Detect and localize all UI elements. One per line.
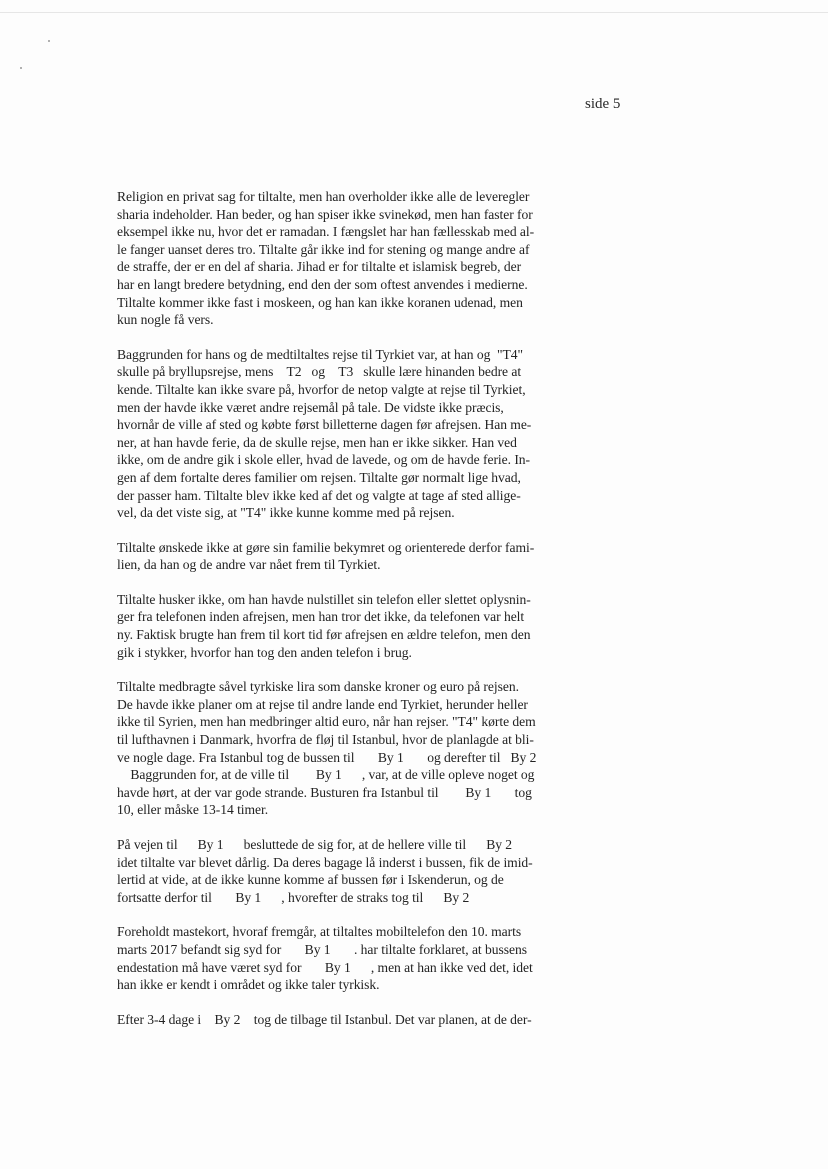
- text-line: ger fra telefonen inden afrejsen, men han tror det ikke, da telefonen var helt: [117, 609, 525, 625]
- text-line: ikke til Syrien, men han medbringer altid euro, når han rejser. "T4" kørte dem: [117, 714, 536, 730]
- text-line: lertid at vide, at de ikke kunne komme af bussen før i Iskenderun, og de: [117, 872, 504, 888]
- paragraph: [117, 923, 597, 993]
- text-line: De havde ikke planer om at rejse til andre lande end Tyrkiet, herunder heller: [117, 696, 528, 712]
- scan-speck: [48, 40, 50, 42]
- text-line: Tiltalte ønskede ikke at gøre sin familie bekymret og orienterede derfor fami-: [117, 539, 535, 555]
- text-line: Baggrunden for hans og de medtiltaltes rejse til Tyrkiet var, at han og "T4": [117, 346, 524, 362]
- text-line: men der havde ikke været andre rejsemål på tale. De vidste ikke præcis,: [117, 399, 504, 415]
- text-line: gik i stykker, hvorfor han tog den anden telefon i brug.: [117, 644, 412, 660]
- text-line: de straffe, der er en del af sharia. Jihad er for tiltalte et islamisk begreb, der: [117, 259, 522, 275]
- text-line: Foreholdt mastekort, hvoraf fremgår, at tiltaltes mobiltelefon den 10. marts: [117, 924, 522, 940]
- text-line: 10, eller måske 13-14 timer.: [117, 802, 269, 818]
- paragraph: [117, 1011, 597, 1029]
- text-line: Baggrunden for, at de ville til By 1 , var, at de ville opleve noget og: [117, 767, 535, 783]
- text-line: vel, da det viste sig, at "T4" ikke kunne komme med på rejsen.: [117, 505, 455, 521]
- paragraph: [117, 346, 597, 522]
- paragraph: [117, 539, 597, 574]
- paragraph: [117, 678, 597, 819]
- text-line: Tiltalte husker ikke, om han havde nulstillet sin telefon eller slettet oplysnin-: [117, 591, 531, 607]
- text-line: han ikke er kendt i området og ikke taler tyrkisk.: [117, 977, 380, 993]
- scan-speck: [20, 67, 22, 69]
- paragraph: [117, 591, 597, 661]
- text-line: ny. Faktisk brugte han frem til kort tid før afrejsen en ældre telefon, men den: [117, 627, 531, 643]
- text-line: fortsatte derfor til By 1 , hvorefter de straks tog til By 2: [117, 889, 470, 905]
- text-line: hvornår de ville af sted og købte først billetterne dagen før afrejsen. Han me-: [117, 417, 532, 433]
- paragraph: [117, 836, 597, 906]
- text-line: kende. Tiltalte kan ikke svare på, hvorfor de netop valgte at rejse til Tyrkiet,: [117, 381, 526, 397]
- text-line: der passer ham. Tiltalte blev ikke ked af det og valgte at tage af sted allige-: [117, 487, 521, 503]
- text-line: ikke, om de andre gik i skole eller, hvad de lavede, og om de havde ferie. In-: [117, 452, 531, 468]
- text-line: le fanger uanset deres tro. Tiltalte går ikke ind for stening og mange andre af: [117, 241, 530, 257]
- text-line: kun nogle få vers.: [117, 312, 214, 328]
- text-line: til lufthavnen i Danmark, hvorfra de fløj til Istanbul, hvor de planlagde at bli-: [117, 732, 534, 748]
- text-line: Efter 3-4 dage i By 2 tog de tilbage til Istanbul. Det var planen, at de der-: [117, 1011, 532, 1027]
- text-line: Tiltalte kommer ikke fast i moskeen, og han kan ikke koranen udenad, men: [117, 294, 523, 310]
- text-line: lien, da han og de andre var nået frem til Tyrkiet.: [117, 557, 381, 573]
- text-line: ner, at han havde ferie, da de skulle rejse, men han er ikke sikker. Han ved: [117, 434, 517, 450]
- text-line: har en langt bredere betydning, end den der som oftest anvendes i medierne.: [117, 276, 528, 292]
- text-line: idet tiltalte var blevet dårlig. Da deres bagage lå inderst i bussen, fik de imid-: [117, 854, 533, 870]
- text-line: havde hørt, at der var gode strande. Busturen fra Istanbul til By 1 tog: [117, 784, 532, 800]
- text-line: marts 2017 befandt sig syd for By 1 . har tiltalte forklaret, at bussens: [117, 941, 527, 957]
- scan-edge-line: [0, 12, 828, 13]
- text-line: På vejen til By 1 besluttede de sig for, at de hellere ville til By 2: [117, 837, 513, 852]
- text-line: skulle på bryllupsrejse, mens T2 og T3 skulle lære hinanden bedre at: [117, 364, 522, 380]
- text-line: gen af dem fortalte deres familier om rejsen. Tiltalte gør normalt lige hvad,: [117, 469, 521, 485]
- text-line: eksempel ikke nu, hvor det er ramadan. I fængslet har han fællesskab med al-: [117, 224, 535, 240]
- document-body: [117, 188, 597, 1028]
- text-line: sharia indeholder. Han beder, og han spiser ikke svinekød, men han faster for: [117, 206, 533, 222]
- text-line: endestation må have været syd for By 1 , men at han ikke ved det, idet: [117, 959, 533, 975]
- paragraph: [117, 188, 597, 329]
- page-number: side 5: [585, 96, 621, 112]
- text-line: Religion en privat sag for tiltalte, men han overholder ikke alle de leveregler: [117, 189, 530, 204]
- text-line: ve nogle dage. Fra Istanbul tog de bussen til By 1 og derefter til By 2: [117, 749, 537, 765]
- text-line: Tiltalte medbragte såvel tyrkiske lira som danske kroner og euro på rejsen.: [117, 679, 519, 695]
